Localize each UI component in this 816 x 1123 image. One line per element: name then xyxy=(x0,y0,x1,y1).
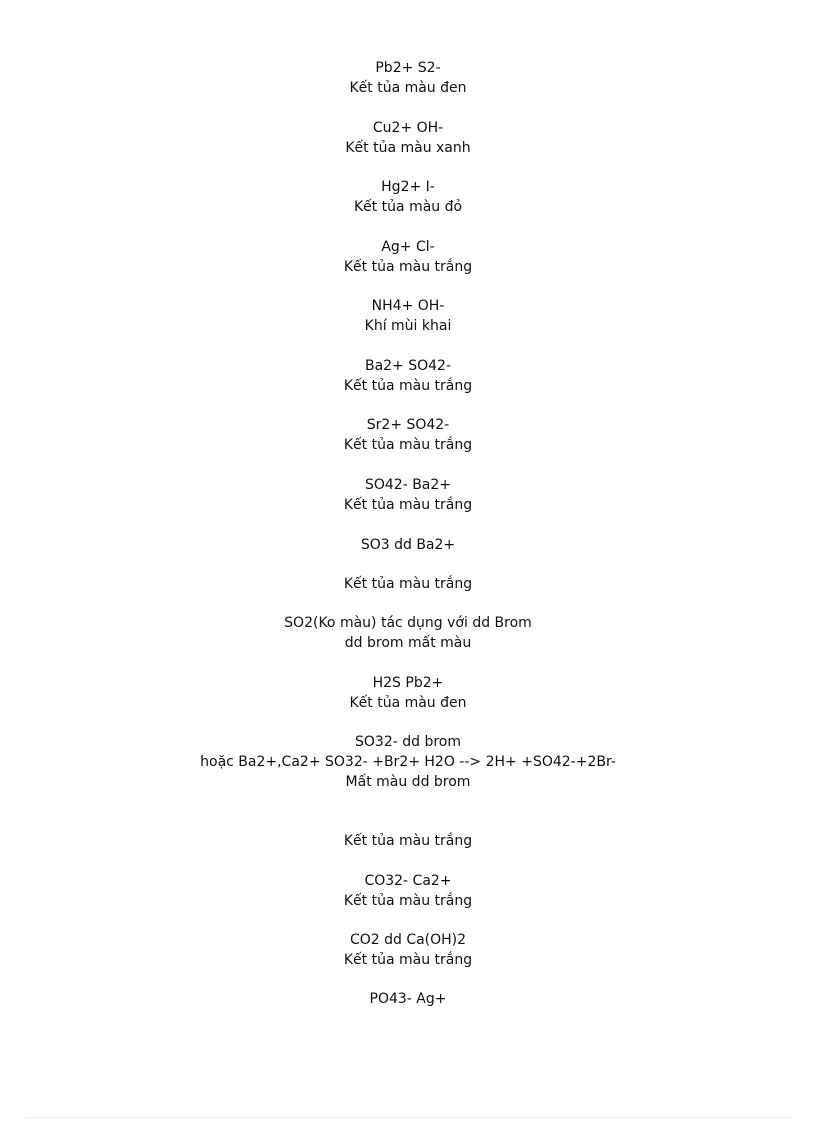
text-line: Ba2+ SO42- xyxy=(364,358,452,374)
text-line: Kết tủa màu trắng xyxy=(343,378,473,394)
text-line: SO2(Ko màu) tác dụng với dd Brom xyxy=(284,615,532,631)
text-line: dd brom mất màu xyxy=(344,635,472,651)
text-line: Mất màu dd brom xyxy=(345,774,471,790)
text-line: Kết tủa màu trắng xyxy=(343,893,473,909)
text-line: CO2 dd Ca(OH)2 xyxy=(349,932,467,948)
text-line: Kết tủa màu trắng xyxy=(343,259,473,275)
text-line: Sr2+ SO42- xyxy=(366,417,450,433)
text-line: Kết tủa màu xanh xyxy=(345,140,471,156)
text-line: Kết tủa màu đen xyxy=(349,695,467,711)
text-line: Kết tủa màu trắng xyxy=(343,437,473,453)
text-line: PO43- Ag+ xyxy=(369,991,447,1007)
text-line: hoặc Ba2+,Ca2+ SO32- +Br2+ H2O --> 2H+ +SO42-+2Br- xyxy=(200,754,616,770)
footer-divider xyxy=(24,1117,792,1118)
text-line: Khí mùi khai xyxy=(364,318,452,334)
text-line: Cu2+ OH- xyxy=(372,120,444,136)
text-line: H2S Pb2+ xyxy=(372,675,444,691)
text-line: Kết tủa màu trắng xyxy=(343,833,473,849)
text-line: Kết tủa màu đỏ xyxy=(353,199,463,215)
text-line: Pb2+ S2- xyxy=(375,60,441,76)
text-line: SO32- dd brom xyxy=(355,734,461,750)
text-line: Kết tủa màu trắng xyxy=(343,576,473,592)
text-line: Hg2+ I- xyxy=(381,179,435,195)
text-line: Kết tủa màu trắng xyxy=(343,497,473,513)
text-line: CO32- Ca2+ xyxy=(364,873,452,889)
text-line: Ag+ Cl- xyxy=(381,239,435,255)
text-line: Kết tủa màu đen xyxy=(349,80,467,96)
text-line: SO42- Ba2+ xyxy=(364,477,452,493)
text-line: Kết tủa màu trắng xyxy=(343,952,473,968)
text-line: SO3 dd Ba2+ xyxy=(360,537,456,553)
text-line: NH4+ OH- xyxy=(371,298,445,314)
